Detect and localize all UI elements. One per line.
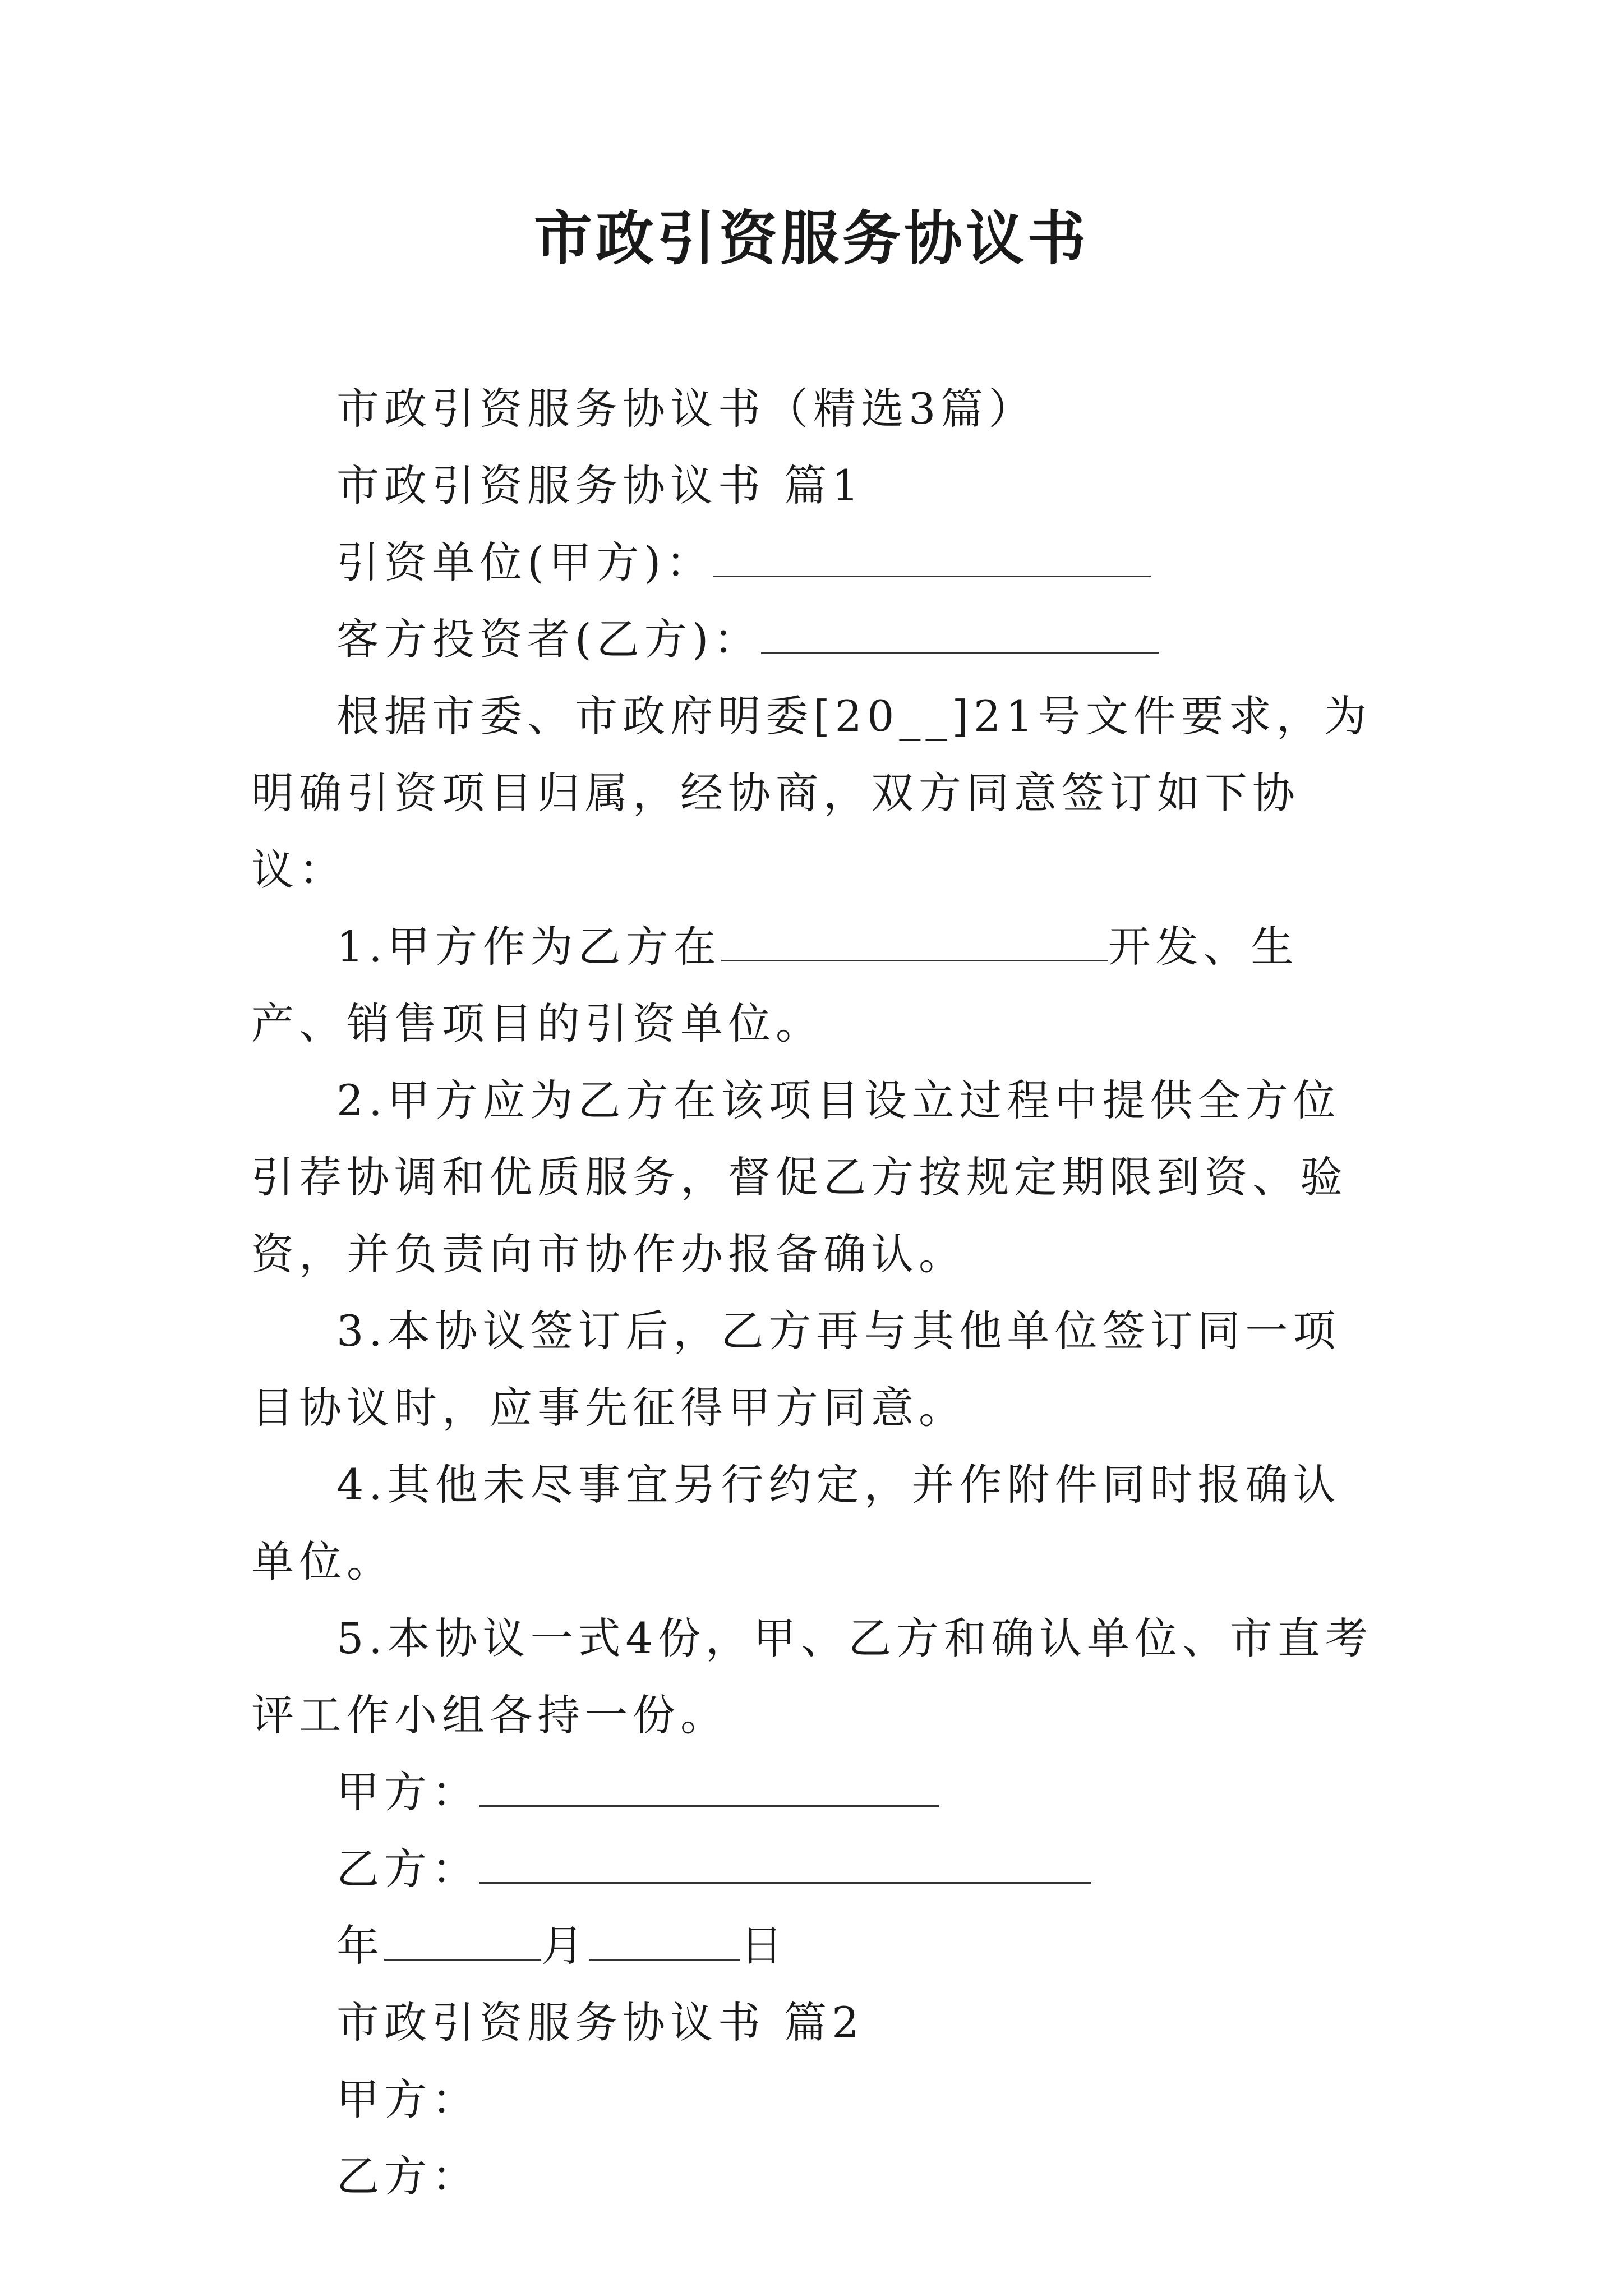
clause-4: 4.其他未尽事宜另行约定，并作附件同时报确认单位。	[251, 1460, 1341, 1586]
section-heading-2: 市政引资服务协议书 篇2	[336, 1998, 864, 2047]
clause-5: 5.本协议一式4份，甲、乙方和确认单位、市直考评工作小组各持一份。	[251, 1613, 1373, 1740]
date-month-blank	[589, 1923, 740, 1961]
signature-b-blank	[479, 1846, 1091, 1884]
document-body	[251, 370, 1384, 2215]
clause-1	[251, 908, 1384, 1062]
party-a-field	[251, 524, 1384, 601]
date-year-label: 年	[336, 1921, 384, 1971]
clause-3: 3.本协议签订后，乙方再与其他单位签订同一项目协议时，应事先征得甲方同意。	[251, 1306, 1341, 1433]
intro-paragraph: 根据市委、市政府明委[20__]21号文件要求，为明确引资项目归属，经协商，双方同意签订如下协议：	[251, 691, 1372, 895]
clause-1-after: 开发、生产、销售项目的引资单位。	[251, 922, 1299, 1048]
party-b-field	[251, 601, 1384, 678]
signature-a-label: 甲方：	[336, 1767, 479, 1817]
project-location-blank	[721, 924, 1108, 961]
date-month-label: 月	[541, 1921, 589, 1971]
party-a-label: 引资单位(甲方)：	[336, 537, 714, 587]
signature-a-blank	[479, 1769, 939, 1807]
part2-party-a: 甲方：	[336, 2074, 479, 2124]
part2-party-b: 乙方：	[336, 2151, 479, 2201]
document-title: 市政引资服务协议书	[533, 204, 1089, 273]
subtitle-line: 市政引资服务协议书（精选3篇）	[336, 384, 1036, 434]
signature-a	[251, 1754, 1384, 1830]
party-b-label: 客方投资者(乙方)：	[336, 614, 762, 664]
signature-b-label: 乙方：	[336, 1844, 479, 1894]
party-b-blank	[761, 616, 1159, 654]
signature-b	[251, 1830, 1384, 1907]
clause-2: 2.甲方应为乙方在该项目设立过程中提供全方位引荐协调和优质服务，督促乙方按规定期限到资、验资，并负责向市协作办报备确认。	[251, 1075, 1348, 1279]
party-a-blank	[713, 540, 1151, 577]
signing-date	[251, 1907, 1384, 1984]
clause-1-before: 1.甲方作为乙方在	[336, 922, 721, 972]
section-heading-1: 市政引资服务协议书 篇1	[336, 461, 864, 510]
date-day-label: 日	[740, 1921, 788, 1971]
date-year-blank	[384, 1923, 541, 1961]
